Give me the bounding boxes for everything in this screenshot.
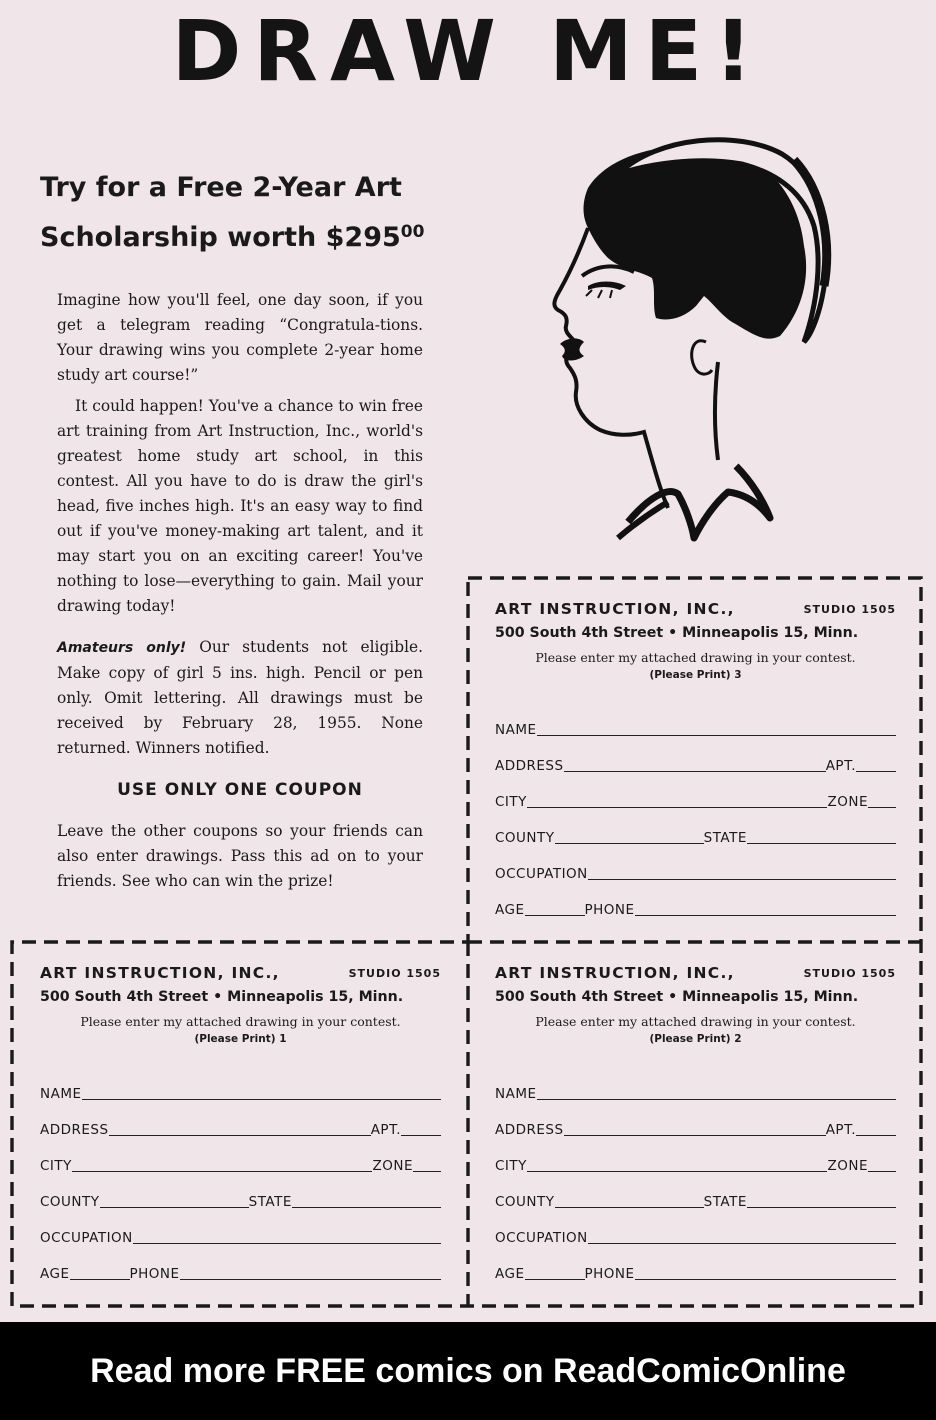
occupation-field-row [495,862,896,882]
coupon-company-text: ART INSTRUCTION, INC., [495,964,735,982]
county-field-row [40,1190,441,1210]
footer-banner: Read more FREE comics on ReadComicOnline [0,1322,936,1420]
coupon-instructions: Please enter my attached drawing in your contest. [535,650,856,665]
apt-line [856,770,896,772]
coupon-studio: STUDIO 1505 [803,603,896,616]
county-field-row [495,826,896,846]
apt-line [401,1134,441,1136]
coupon-instructions: Please enter my attached drawing in your contest. [535,1014,856,1029]
city-field-row [495,1154,896,1174]
address-line [564,770,826,772]
headline-line-2-text: Scholarship worth $295 [40,222,401,253]
rules-text: Our students not eligible. Make copy of girl 5 ins. high. Pencil or pen only. Omit lettering. All drawings must be received by February 28, 1955. None returned. Winners notified. [57,638,423,757]
county-label: COUNTY [495,830,555,846]
coupon-print-note: (Please Print) 2 [649,1033,742,1045]
use-coupon-heading: USE ONLY ONE COUPON [117,780,363,800]
name-label: NAME [495,1086,537,1102]
name-field-row [495,718,896,738]
coupon-address: 500 South 4th Street • Minneapolis 15, Minn. [40,989,404,1005]
page-title: DRAW ME! [171,2,765,100]
rules-lead: Amateurs only! [57,640,187,656]
phone-label: PHONE [129,1266,180,1282]
occupation-field-row [40,1226,441,1246]
coupon-address: 500 South 4th Street • Minneapolis 15, Minn. [495,989,859,1005]
apt-label: APT. [825,758,856,774]
phone-line [635,1278,896,1280]
city-label: CITY [40,1158,72,1174]
county-line [555,1206,704,1208]
coupon-2 [495,964,896,1294]
name-line [82,1098,441,1100]
contest-paragraph: It could happen! You've a chance to win free art training from Art Instruction, Inc., world's greatest home study art school, in this contest. All you have to do is draw the girl's head, five inches high. It's an easy way to find out if you've money-making art talent, and it may start you on an exciting career! You've nothing to lose—everything to gain. Mail your drawing today! [57,397,423,615]
age-label: AGE [40,1266,70,1282]
age-line [70,1278,130,1280]
county-field-row [495,1190,896,1210]
city-label: CITY [495,1158,527,1174]
name-field-row [495,1082,896,1102]
address-field-row [40,1118,441,1138]
zone-line [413,1170,441,1172]
address-field-row [495,1118,896,1138]
age-line [525,1278,585,1280]
apt-line [856,1134,896,1136]
state-label: STATE [703,830,747,846]
county-label: COUNTY [40,1194,100,1210]
address-label: ADDRESS [495,1122,564,1138]
address-label: ADDRESS [495,758,564,774]
zone-line [868,806,896,808]
age-field-row [40,1262,441,1282]
coupon-1 [40,964,441,1294]
coupon-company [495,964,896,982]
zone-line [868,1170,896,1172]
occupation-line [588,878,896,880]
city-field-row [495,790,896,810]
headline-line-1: Try for a Free 2-Year Art [40,172,402,203]
apt-label: APT. [370,1122,401,1138]
coupon-studio: STUDIO 1505 [803,967,896,980]
address-line [564,1134,826,1136]
county-label: COUNTY [495,1194,555,1210]
state-label: STATE [703,1194,747,1210]
share-paragraph: Leave the other coupons so your friends can also enter drawings. Pass this ad on to your friends. See who can win the prize! [57,822,423,890]
occupation-line [133,1242,441,1244]
phone-label: PHONE [584,1266,635,1282]
headline-cents: 00 [400,222,425,242]
city-label: CITY [495,794,527,810]
coupon-print-note: (Please Print) 1 [194,1033,287,1045]
occupation-label: OCCUPATION [40,1230,133,1246]
age-field-row [495,1262,896,1282]
city-field-row [40,1154,441,1174]
address-line [109,1134,371,1136]
zone-label: ZONE [372,1158,413,1174]
occupation-line [588,1242,896,1244]
age-label: AGE [495,1266,525,1282]
city-line [527,806,828,808]
phone-label: PHONE [584,902,635,918]
coupon-company [40,964,441,982]
phone-line [180,1278,441,1280]
name-line [537,1098,896,1100]
intro-paragraph: Imagine how you'll feel, one day soon, if you get a telegram reading “Congratula-tions. Your drawing wins you complete 2-year home study art course!” [57,291,423,384]
city-line [527,1170,828,1172]
occupation-label: OCCUPATION [495,866,588,882]
apt-label: APT. [825,1122,856,1138]
county-line [100,1206,249,1208]
name-label: NAME [495,722,537,738]
phone-line [635,914,896,916]
name-label: NAME [40,1086,82,1102]
state-line [747,842,896,844]
age-field-row [495,898,896,918]
coupon-3 [495,600,896,930]
coupon-company-text: ART INSTRUCTION, INC., [40,964,280,982]
coupon-instructions: Please enter my attached drawing in your contest. [80,1014,401,1029]
coupon-print-note: (Please Print) 3 [649,669,742,681]
occupation-label: OCCUPATION [495,1230,588,1246]
coupon-company [495,600,896,618]
name-field-row [40,1082,441,1102]
state-label: STATE [248,1194,292,1210]
name-line [537,734,896,736]
coupon-studio: STUDIO 1505 [348,967,441,980]
coupon-company-text: ART INSTRUCTION, INC., [495,600,735,618]
state-line [747,1206,896,1208]
coupon-address: 500 South 4th Street • Minneapolis 15, Minn. [495,625,859,641]
city-line [72,1170,373,1172]
age-label: AGE [495,902,525,918]
state-line [292,1206,441,1208]
occupation-field-row [495,1226,896,1246]
address-field-row [495,754,896,774]
address-label: ADDRESS [40,1122,109,1138]
zone-label: ZONE [827,794,868,810]
zone-label: ZONE [827,1158,868,1174]
county-line [555,842,704,844]
age-line [525,914,585,916]
